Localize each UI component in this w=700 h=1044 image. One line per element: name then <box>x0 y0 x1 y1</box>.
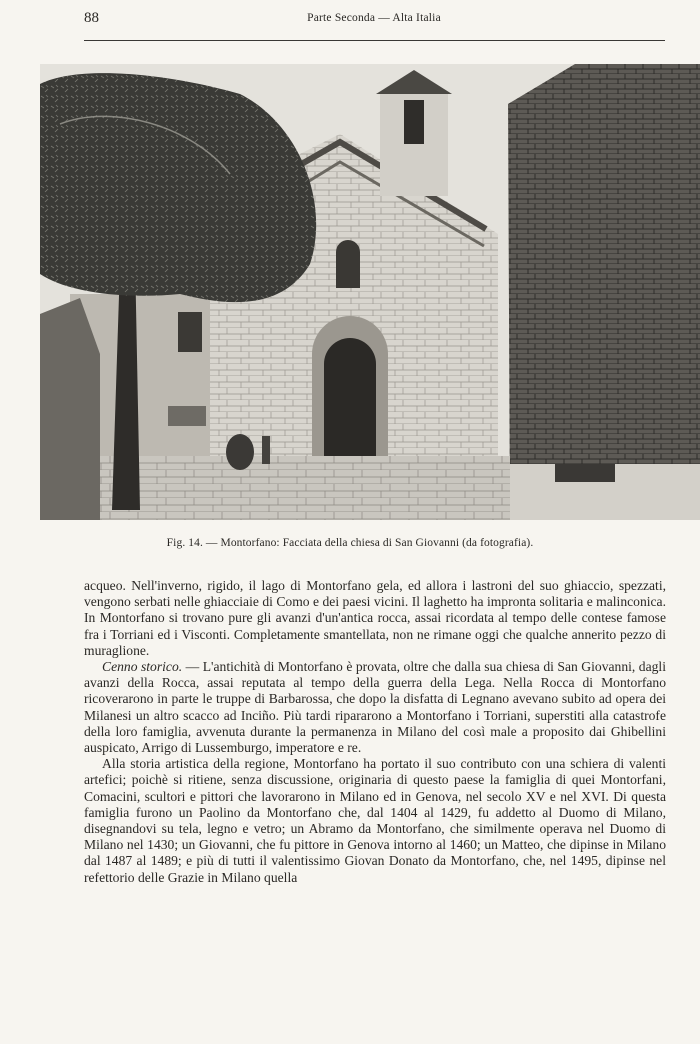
page-header <box>84 10 664 32</box>
body-text <box>84 578 666 886</box>
section-heading-cenno-storico: Cenno storico. <box>102 659 183 675</box>
header-rule <box>84 40 665 41</box>
paragraph-3: Alla storia artistica della regione, Montorfano ha portato il suo contributo con una schiera di valenti artefici; poichè si ritiene, senza discussione, originaria di questo paese la famiglia di quei Montorfani, Comacini, scultori e pittori che lavorarono in Milano ed in Genova, nel secolo XV e nel XVI. Di questa famiglia furono un Paolino da Montorfano che, dal 1404 al 1429, fu addetto al Duomo di Milano, disegnandovi su tela, legno e vetro; un Abramo da Montorfano, che similmente operava nel Duomo di Milano nel 1430; un Giovanni, che fu pittore in Genova intorno al 1460; un Matteo, che dipinse in Milano dal 1487 al 1489; e più di tutti il valentissimo Giovan Donato da Montorfano, che, nel 1495, dipinse nel refettorio delle Grazie in Milano quella <box>84 756 666 885</box>
paragraph-2-text: — L'antichità di Montorfano è provata, oltre che dalla sua chiesa di San Giovanni, dagli avanzi della Rocca, assai reputata al tempo della guerra della Lega. Nella Rocca di Montorfano ricoverarono in parte le truppe di Barbarossa, che dopo la disfatta di Legnano avevano subito ad opera dei Milanesi un altro scacco ad Inciño. Più tardi ripararono a Montorfano i Torriani, superstiti alla catastrofe della loro famiglia, avvenuta durante la permanenza in Milano del così male a proposito dai Ghibellini auspicato, Arrigo di Lussemburgo, imperatore e re. <box>84 659 666 756</box>
paragraph-1: acqueo. Nell'inverno, rigido, il lago di Montorfano gela, ed allora i lastroni del suo ghiaccio, spezzati, vengono serbati nelle ghiacciaie di Como e dei paesi vicini. Il laghetto ha impronta solitaria e malinconica. In Montorfano si trovano pure gli avanzi d'un'antica rocca, assai ricordata al tempo delle contese famose fra i Torriani ed i Visconti. Completamente smantellata, non ne rimane oggi che qualche annerito pezzo di muraglione. <box>84 578 666 658</box>
church-facade-illustration <box>40 64 700 520</box>
paragraph-2 <box>84 659 666 756</box>
running-head: Parte Seconda — Alta Italia <box>307 12 441 24</box>
figure-caption: Fig. 14. — Montorfano: Facciata della chiesa di San Giovanni (da fotografia). <box>166 537 534 549</box>
page-number: 88 <box>84 10 99 26</box>
